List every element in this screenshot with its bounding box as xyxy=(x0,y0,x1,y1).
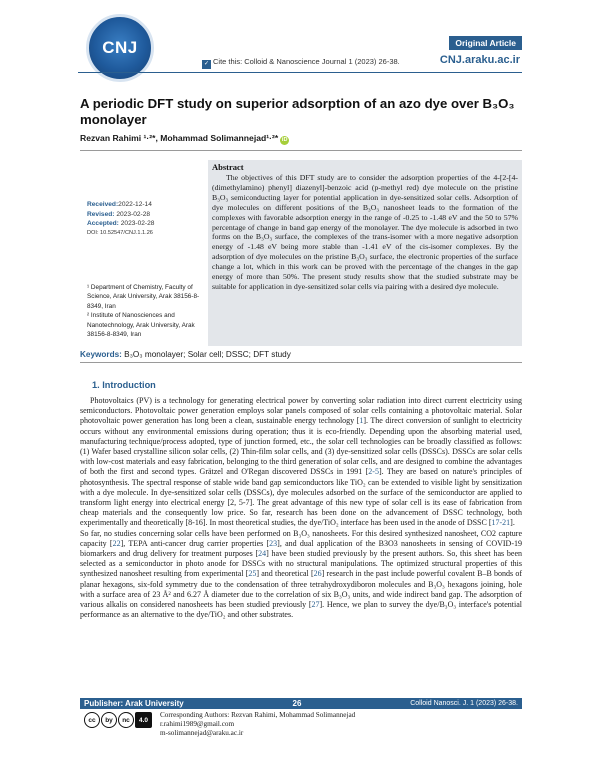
text-run: ] have been studied previously by the present authors. So, this sheet has been selected as a semiconductor in photo anode for DSSCs with no structural manipulations. The optimized structural properties of this synthesized nanosheet resulting from experimental [ xyxy=(80,549,522,579)
text-run: So far, no studies concerning solar cells have been performed on B₃O₃ nanosheets. For this desired synthesized nanosheet, CO2 capture capacity [ xyxy=(80,528,522,548)
article-type-badge: Original Article xyxy=(449,36,522,50)
received-date: 2022-12-14 xyxy=(118,201,152,208)
publisher: Publisher: Arak University xyxy=(84,699,184,708)
text-run: ]. The direct conversion of sunlight to electricity occurs without any environmental emissions during operation; thus it is eco-friendly. Depending upon the absorbing material used, manufacturing technique/process adopted, type of junction formed, etc., the solar cell technologies can be broadly classified as follows: (1) Wafer based crystalline silicon solar cells, (2) Thin-film solar cells, and (3) dye-sensitized solar cells (DSSCs). DSSCs are solar cells with low-cost materials and easy fabrication, belonging to the third generation of solar cells, and are designed to combine the advantages of both the first and second types. Grätzel and O'Regan discovered DSSCs in 1991 [ xyxy=(80,416,522,477)
citation-ref[interactable]: 25 xyxy=(248,569,257,579)
abstract-box xyxy=(208,160,522,346)
header-divider xyxy=(78,72,522,73)
page-number: 26 xyxy=(292,699,302,708)
abstract-text: The objectives of this DFT study are to consider the adsorption properties of the 4-[2-[4-(dimethylamino) phenyl] diazenyl]-benzoic acid (p-methyl red) dye molecule on the pristine B₃O₃ semiconducting layer for potential application in dye-sensitized solar cells. Adsorption of dye molecules on different positions of the B₃O₃ nanosheet leads to the formation of the complexes with favorable adsorption energy in the range of -0.25 to -1.48 eV and the 50 to 57% percentage of change in band gap energy of the monolayer. The dye molecule is adsorbed in two forms on the B₃O₃ surface, the complexes of the trans-isomer with a more negative adsorption energy of -1.48 eV being more stable than -1.41 eV of the cis-isomer complexes. By the adsorption of dye molecules on the pristine B₃O₃ surface, the electronic properties of the surface change a lot, which in this work can be proved with the percentage of the changes in the gap energy of more than 50%. The present study results show that the studied substrate may be suitable for application in dye-sensitized solar cells via pairing with a desired dye molecule. xyxy=(212,173,518,291)
license-version: 4.0 xyxy=(135,712,152,728)
text-run: Photovoltaics (PV) is a technology for generating electrical power by converting solar radiation into direct current electricity using semiconductors. Photovoltaic power generation employs solar panels composed of solar cells containing a photovoltaic material. Solar photovoltaic power generation has long been a clean, sustainable energy technology [ xyxy=(80,396,522,426)
citation-ref[interactable]: 26 xyxy=(313,569,322,579)
journal-website-link[interactable]: CNJ.araku.ac.ir xyxy=(439,54,520,66)
abstract-heading: Abstract xyxy=(212,162,244,172)
citation-ref[interactable]: 22 xyxy=(112,538,121,548)
keywords xyxy=(80,350,291,359)
corresponding-label: Corresponding Authors: Rezvan Rahimi, Mohammad Solimannejad xyxy=(160,711,356,719)
author-list xyxy=(80,133,289,145)
journal-ref: Colloid Nanosci. J. 1 (2023) 26-38. xyxy=(410,700,518,707)
text-run: ]. Hence, we plan to survey the dye/B₃O₃ interface's potential performance as an alternative to the dye/TiO₂ and other substrates. xyxy=(80,600,523,620)
nc-icon: nc xyxy=(118,712,134,728)
received-label: Received: xyxy=(87,201,119,208)
keywords-label: Keywords: xyxy=(80,350,122,359)
orcid-icon[interactable]: iD xyxy=(281,137,288,143)
text-run: ]. They are based on nature's principles of photosynthesis. The spectral response of stable wide band gap semiconductors like TiO₂ can be extended to visible light by sensitization with a dye molecule. In dye-sensitized solar cells (DSSCs), dye molecules adsorbed on the surface of the semiconductor are applied to transform light energy into electrical energy [2, 5-7]. The great advantage of this new type of solar cell is its ease of fabrication from cheap materials and the consequently low price. So far, research has been done on the advancement of DSSC technology, both experimentally and theoretically [8-16]. In most theoretical studies, the dye/TiO₂ interface has been used in the anode of DSSC [ xyxy=(80,467,522,528)
paragraph xyxy=(80,396,522,529)
cite-icon: ✓ xyxy=(203,61,210,67)
citation-text: Cite this: Colloid & Nanoscience Journal 1 (2023) 26-38. xyxy=(213,57,400,66)
citation-ref[interactable]: 1 xyxy=(359,416,364,426)
citation-ref[interactable]: 23 xyxy=(269,538,278,548)
keywords-text: B₃O₃ monolayer; Solar cell; DSSC; DFT study xyxy=(124,350,291,359)
revised-label: Revised: xyxy=(87,210,115,218)
title-divider xyxy=(80,150,522,151)
creative-commons-license[interactable] xyxy=(84,712,152,728)
introduction-body xyxy=(80,396,522,620)
email-link[interactable]: m-solimannejad@araku.ac.ir xyxy=(160,729,244,738)
citation-ref[interactable]: 2-5 xyxy=(368,467,379,477)
citation-line xyxy=(202,57,400,69)
logo-text: CNJ xyxy=(102,38,138,57)
citation-ref[interactable]: 27 xyxy=(311,600,320,610)
affiliation-item: ² Institute of Nanosciences and Nanotechnology, Arak University, Arak 38156-8-8349, Iran xyxy=(87,312,195,339)
authors-text: Rezvan Rahimi ¹·²*, Mohammad Solimannejad¹·²* xyxy=(80,133,279,143)
corresponding-authors xyxy=(160,711,355,739)
affiliations xyxy=(87,283,207,339)
text-run: ] research in the past include powerful covalent B–B bonds of planar hexagons, six-fold symmetry due to the condensation of three tetrahydroxydiboron molecules and B₃O₃ hexagons joining, hole with a surface area of 23 Å² and 6.27 Å diameter due to the correlation of six B₃O₃ units, and wide indirect band gap. The adsorption of various alkalis on considered nanosheets has been studied previously [ xyxy=(80,569,523,610)
accepted-label: Accepted: xyxy=(87,220,119,227)
by-icon: by xyxy=(101,712,117,728)
keywords-divider xyxy=(80,362,522,363)
section-heading: 1. Introduction xyxy=(92,380,156,390)
paragraph xyxy=(80,529,522,621)
accepted-date: 2023-02-28 xyxy=(120,220,155,227)
citation-ref[interactable]: 24 xyxy=(258,549,267,559)
doi-link[interactable]: DOI: 10.52547/CNJ.1.1.26 xyxy=(87,229,153,236)
email-link[interactable]: r.rahimi1989@gmail.com xyxy=(160,720,235,729)
text-run: ] and theoretical [ xyxy=(256,569,314,579)
cc-icon: cc xyxy=(84,712,100,728)
text-run: ]. xyxy=(510,518,515,528)
article-title: A periodic DFT study on superior adsorption of an azo dye over B₃O₃ monolayer xyxy=(80,96,515,127)
footer-bar xyxy=(80,698,522,709)
text-run: ], TEPA anti-cancer drug carrier properties [ xyxy=(120,538,270,548)
article-dates xyxy=(87,200,207,238)
affiliation-item: ¹ Department of Chemistry, Faculty of Science, Arak University, Arak 38156-8-8349, Iran xyxy=(87,284,200,310)
citation-ref[interactable]: 17-21 xyxy=(491,518,511,528)
revised-date: 2023-02-28 xyxy=(116,210,151,218)
text-run: ], and dual application of the B3O3 nanosheets in sensing of COVID-19 biomarkers and drug delivery for treatment purposes [ xyxy=(80,538,523,559)
